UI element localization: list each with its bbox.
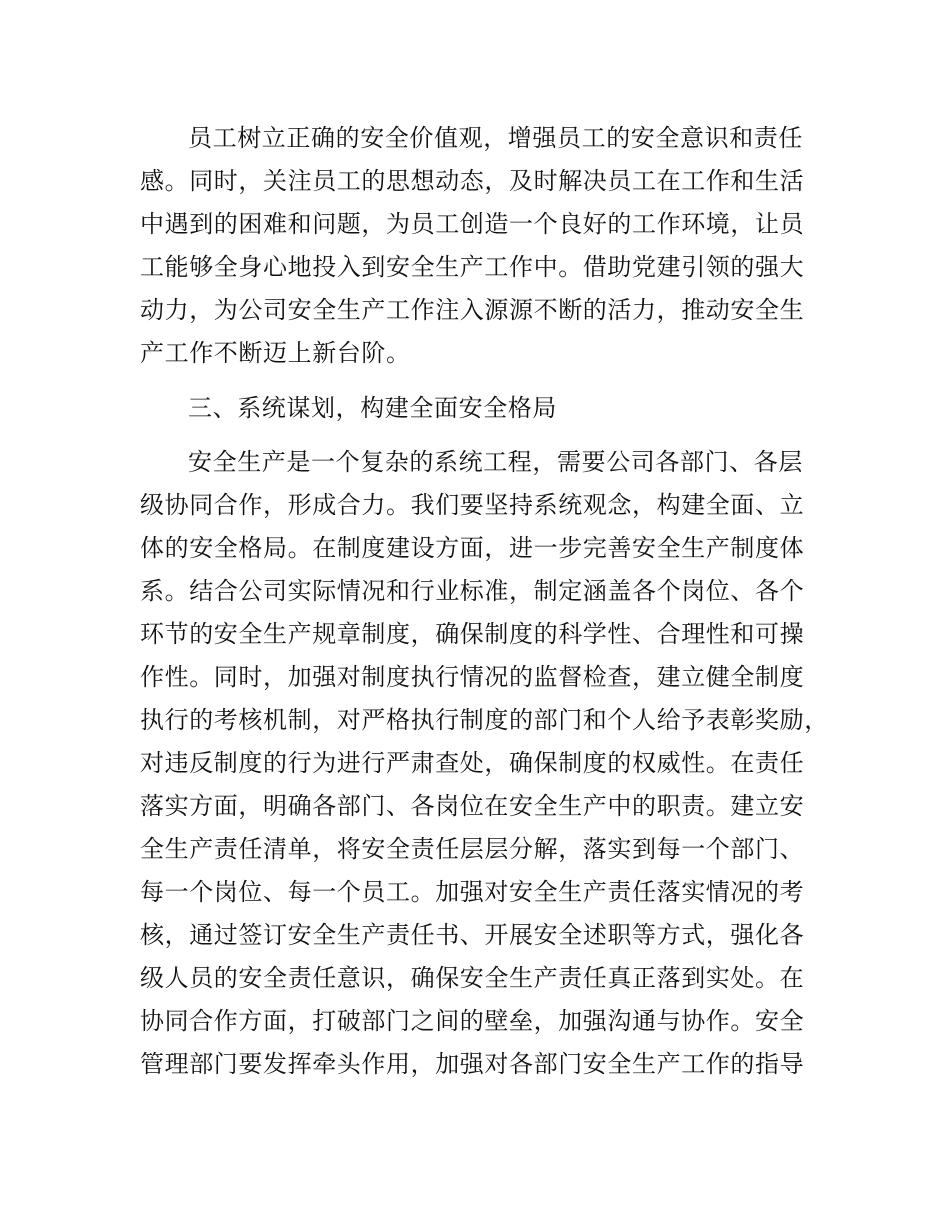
- text-line: 员工树立正确的安全价值观，增强员工的安全意识和责任: [188, 124, 803, 152]
- text-line: 执行的考核机制，对严格执行制度的部门和个人给予表彰奖励，: [140, 706, 829, 734]
- text-line: 管理部门要发挥牵头作用，加强对各部门安全生产工作的指导: [140, 1050, 805, 1078]
- text-line: 中遇到的困难和问题，为员工创造一个良好的工作环境，让员: [140, 210, 805, 238]
- text-line: 感。同时，关注员工的思想动态，及时解决员工在工作和生活: [140, 167, 805, 195]
- text-line: 级人员的安全责任意识，确保安全生产责任真正落到实处。在: [140, 964, 805, 992]
- text-line: 级协同合作，形成合力。我们要坚持系统观念，构建全面、立: [140, 491, 805, 519]
- text-line: 环节的安全生产规章制度，确保制度的科学性、合理性和可操: [140, 620, 805, 648]
- text-line: 协同合作方面，打破部门之间的壁垒，加强沟通与协作。安全: [140, 1007, 805, 1035]
- text-line: 落实方面，明确各部门、各岗位在安全生产中的职责。建立安: [140, 792, 805, 820]
- text-line: 全生产责任清单，将安全责任层层分解，落实到每一个部门、: [140, 835, 805, 863]
- text-line: 核，通过签订安全生产责任书、开展安全述职等方式，强化各: [140, 921, 805, 949]
- text-line: 安全生产是一个复杂的系统工程，需要公司各部门、各层: [188, 448, 803, 476]
- text-line: 产工作不断迈上新台阶。: [140, 339, 411, 367]
- text-line: 对违反制度的行为进行严肃查处，确保制度的权威性。在责任: [140, 749, 805, 777]
- text-line: 动力，为公司安全生产工作注入源源不断的活力，推动安全生: [140, 296, 805, 324]
- text-line: 作性。同时，加强对制度执行情况的监督检查，建立健全制度: [140, 663, 805, 691]
- text-line: 工能够全身心地投入到安全生产工作中。借助党建引领的强大: [140, 253, 805, 281]
- section-heading: 三、系统谋划，构建全面安全格局: [188, 394, 557, 422]
- text-line: 系。结合公司实际情况和行业标准，制定涵盖各个岗位、各个: [140, 577, 805, 605]
- text-line: 每一个岗位、每一个员工。加强对安全生产责任落实情况的考: [140, 878, 805, 906]
- text-line: 体的安全格局。在制度建设方面，进一步完善安全生产制度体: [140, 534, 805, 562]
